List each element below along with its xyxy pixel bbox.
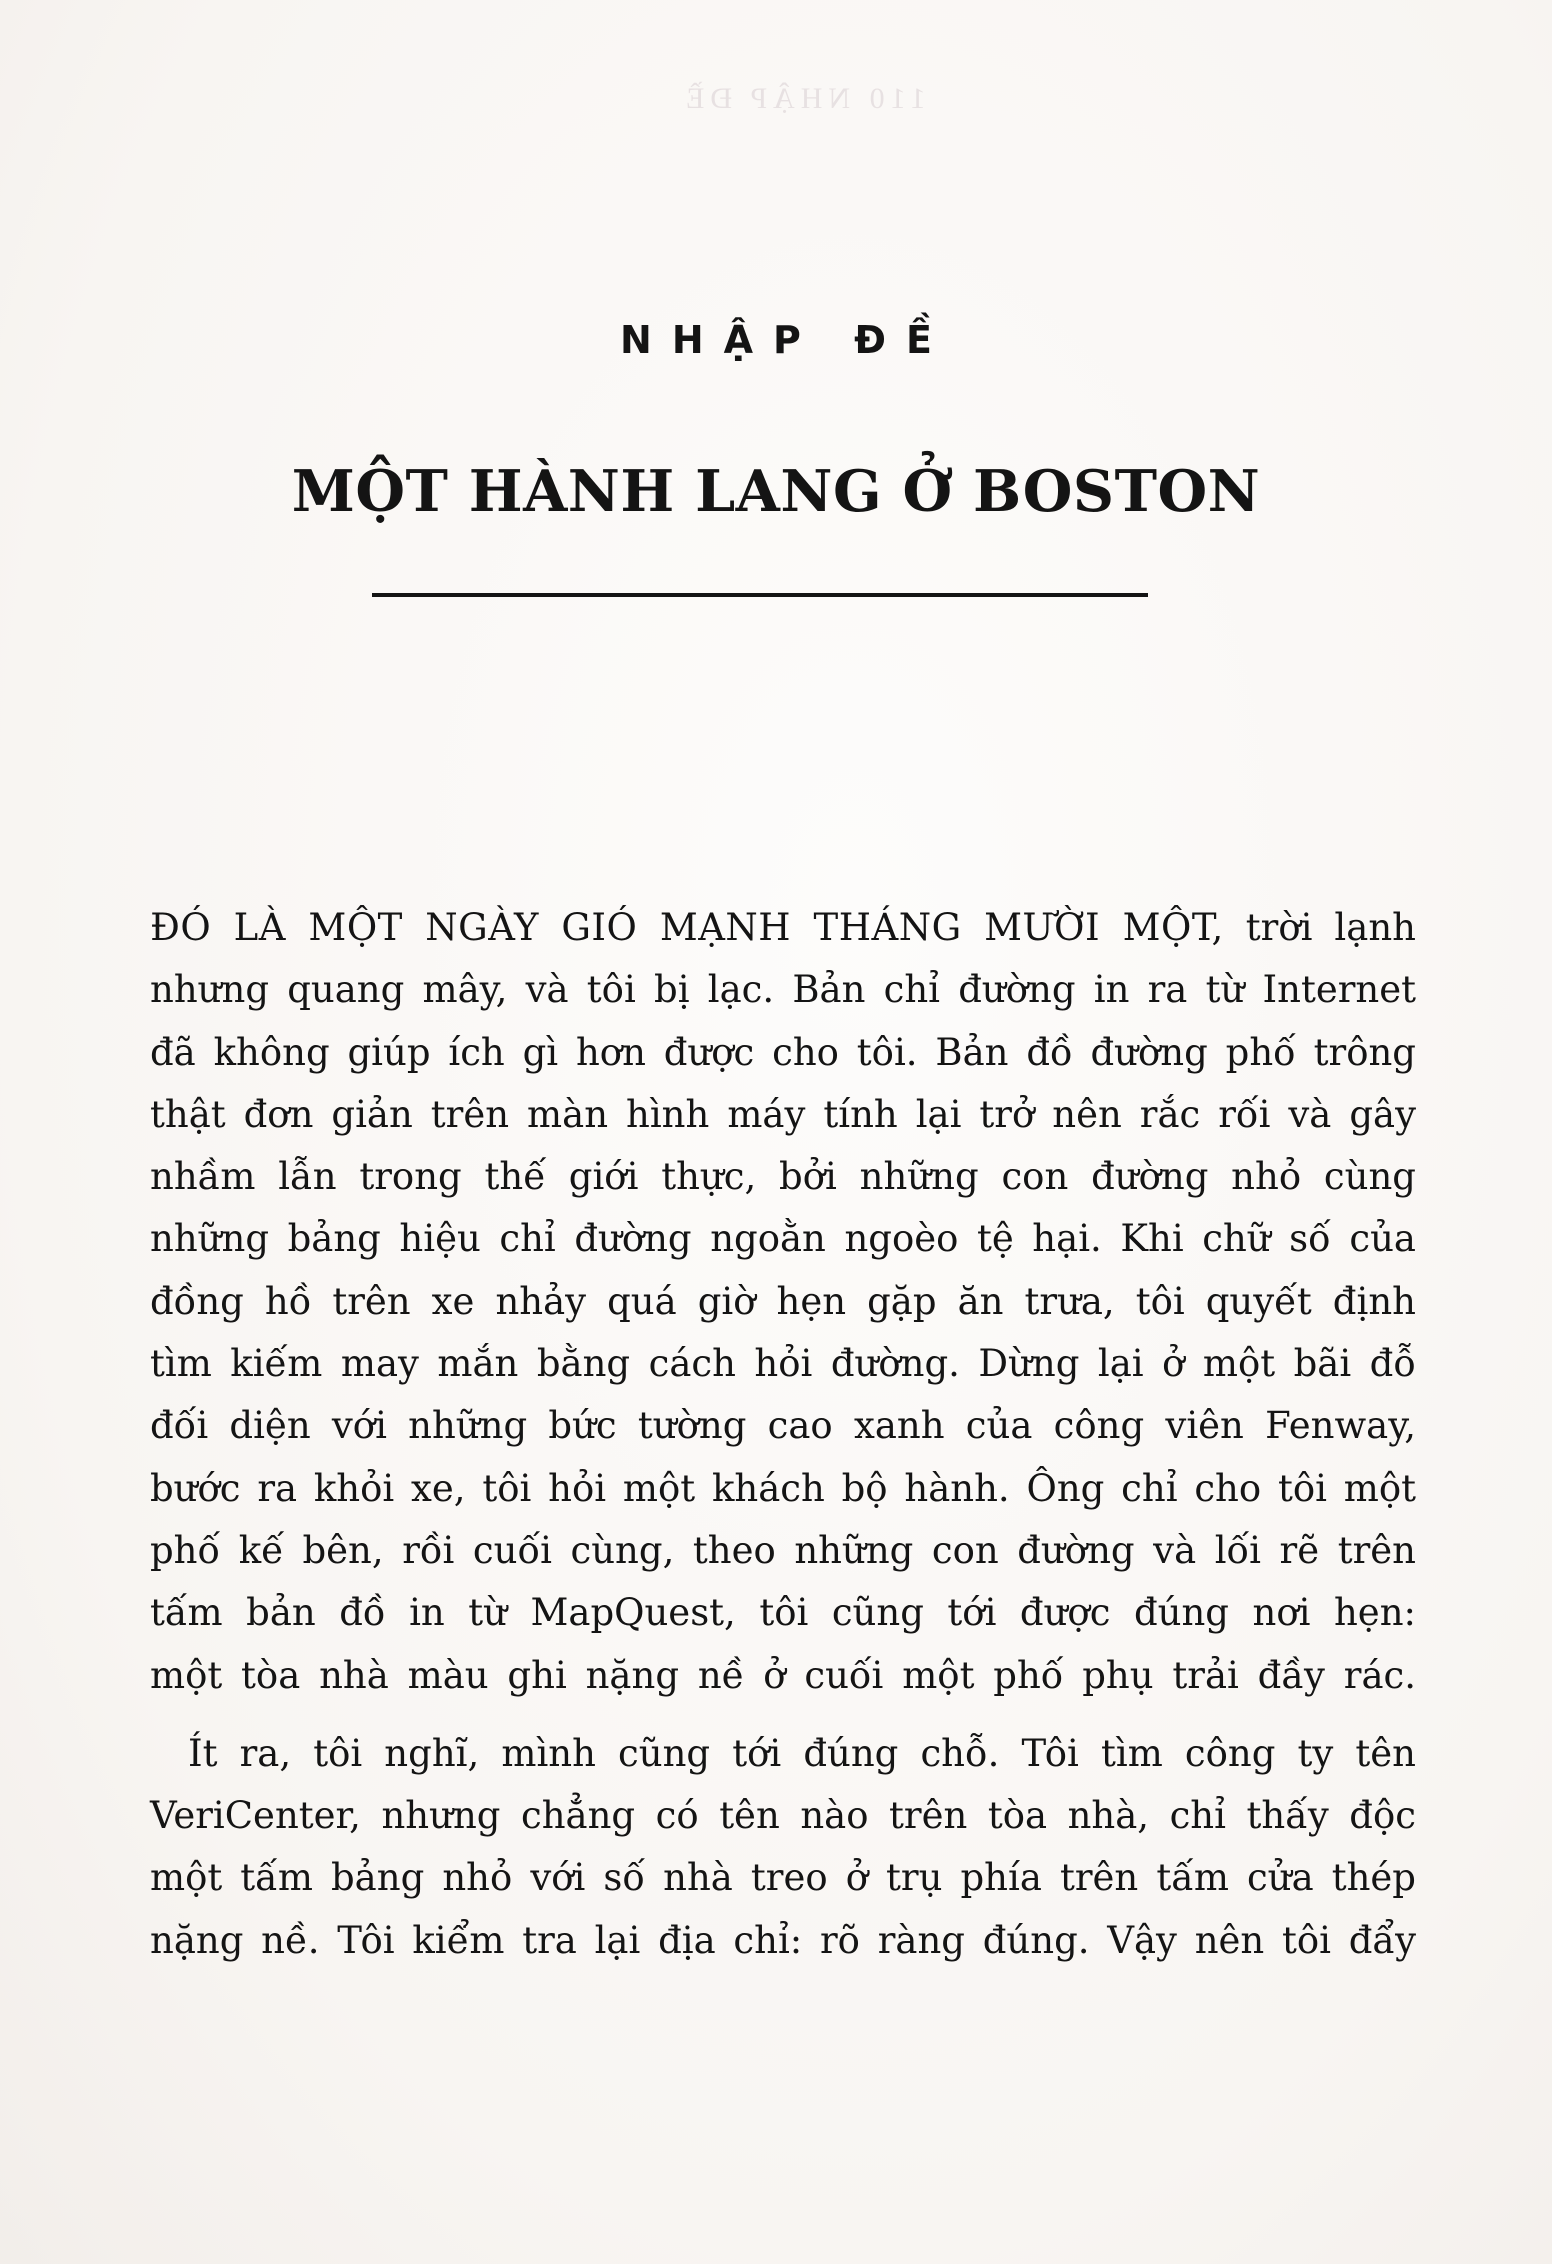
paragraph-1-line-2: nhưng quang mây, và tôi bị lạc. Bản chỉ đường in ra từ Internet — [150, 968, 1416, 1012]
paragraph-1-line-9: đối diện với những bức tường cao xanh của công viên Fenway, — [150, 1404, 1416, 1448]
paragraph-1-line-11: phố kế bên, rồi cuối cùng, theo những con đường và lối rẽ trên — [150, 1528, 1416, 1572]
paragraph-1 — [150, 897, 1416, 1707]
show-through-header: 110 NHẬP ĐỀ — [680, 82, 926, 115]
title-underline-rule — [372, 593, 1148, 597]
paragraph-1-line-12: tấm bản đồ in từ MapQuest, tôi cũng tới được đúng nơi hẹn: — [150, 1591, 1416, 1635]
chapter-title: MỘT HÀNH LANG Ở BOSTON — [291, 458, 1261, 525]
paragraph-1-line-6: những bảng hiệu chỉ đường ngoằn ngoèo tệ hại. Khi chữ số của — [150, 1217, 1416, 1261]
paragraph-2-line-4: nặng nề. Tôi kiểm tra lại địa chỉ: rõ ràng đúng. Vậy nên tôi đẩy — [150, 1918, 1416, 1962]
paragraph-1-line-4: thật đơn giản trên màn hình máy tính lại trở nên rắc rối và gây — [150, 1092, 1416, 1136]
chapter-label: NHẬP ĐỀ — [620, 318, 952, 362]
body-text — [150, 897, 1416, 1972]
lead-in-caps: ĐÓ LÀ MỘT NGÀY GIÓ MẠNH THÁNG MƯỜI MỘT, — [150, 906, 1224, 949]
paragraph-1-line-8: tìm kiếm may mắn bằng cách hỏi đường. Dừng lại ở một bãi đỗ — [150, 1342, 1416, 1386]
paragraph-1-line-3: đã không giúp ích gì hơn được cho tôi. Bản đồ đường phố trông — [150, 1030, 1416, 1074]
paragraph-1-line-13: một tòa nhà màu ghi nặng nề ở cuối một phố phụ trải đầy rác. — [150, 1653, 1416, 1697]
paragraph-2-line-3: một tấm bảng nhỏ với số nhà treo ở trụ phía trên tấm cửa thép — [150, 1856, 1416, 1900]
paragraph-2-line-2: VeriCenter, nhưng chẳng có tên nào trên tòa nhà, chỉ thấy độc — [150, 1794, 1416, 1838]
paragraph-1-line-5: nhầm lẫn trong thế giới thực, bởi những con đường nhỏ cùng — [150, 1155, 1416, 1199]
paragraph-2 — [150, 1723, 1416, 1972]
lead-in-rest: trời lạnh — [1223, 906, 1416, 949]
paragraph-1-line-7: đồng hồ trên xe nhảy quá giờ hẹn gặp ăn trưa, tôi quyết định — [150, 1279, 1416, 1323]
paragraph-1-line-1 — [150, 897, 1416, 959]
paragraph-1-line-10: bước ra khỏi xe, tôi hỏi một khách bộ hành. Ông chỉ cho tôi một — [150, 1466, 1416, 1510]
paragraph-2-line-1: Ít ra, tôi nghĩ, mình cũng tới đúng chỗ. Tôi tìm công ty tên — [188, 1731, 1416, 1775]
